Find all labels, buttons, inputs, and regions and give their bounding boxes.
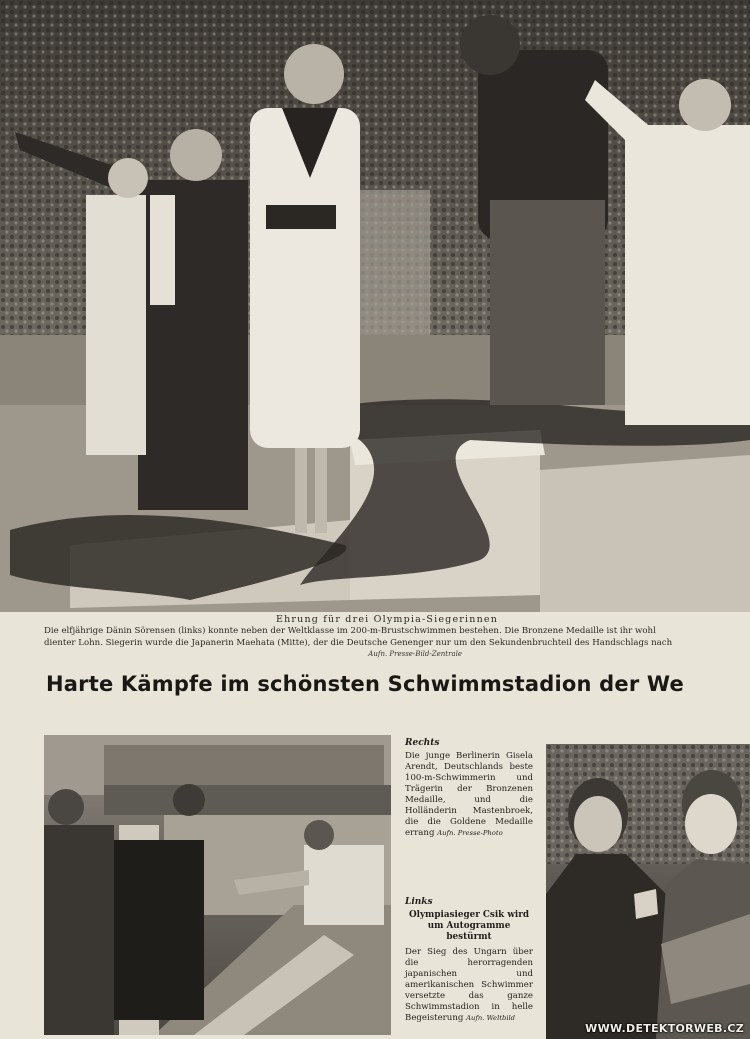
links-block: [405, 897, 533, 1024]
top-photo-caption: [44, 614, 750, 658]
watermark: WWW.DETEKTORWEB.CZ: [585, 1022, 744, 1035]
links-subtitle: Olympiasieger Csik wird um Autogramme bestürmt: [408, 910, 530, 942]
autograph-crowd-photo: [44, 735, 391, 1035]
rechts-credit: Aufn. Presse-Photo: [437, 829, 503, 837]
swimmers-portrait-photo: [546, 744, 750, 1039]
caption-line-2: dienter Lohn. Siegerin wurde die Japanerin Maehata (Mitte), der die Deutsche Genenger nur um den Sekundenbruchteil des Handschlags nach: [44, 638, 673, 648]
caption-credit: Aufn. Presse-Bild-Zentrale: [368, 650, 462, 658]
links-body: Der Sieg des Ungarn über die herorragenden japanischen und amerikanischen Schwimmer versetzte das ganze Schwimmstadion in helle Begeisterung: [405, 947, 533, 1023]
caption-title: Ehrung für drei Olympia-Siegerinnen: [275, 614, 499, 625]
caption-line-1: Die elfjährige Dänin Sörensen (links) konnte neben der Weltklasse im 200-m-Brustschwimmen bestehen. Die Bronzene Medaille ist ihr wohl: [44, 626, 656, 636]
text-column: [405, 738, 533, 1024]
rechts-text: [405, 751, 533, 839]
links-text: [405, 947, 533, 1024]
links-label: Links: [405, 897, 433, 907]
rechts-body: Die junge Berlinerin Gisela Arendt, Deutschlands beste 100-m-Schwimmerin und Trägerin der Bronzenen Medaille, und die Holländerin Mastenbroek, die die Goldene Medaille errang: [405, 751, 533, 838]
rechts-label: Rechts: [405, 738, 440, 748]
links-credit: Aufn. Weltbild: [466, 1014, 516, 1022]
article-headline: Harte Kämpfe im schönsten Schwimmstadion der We: [46, 672, 684, 696]
